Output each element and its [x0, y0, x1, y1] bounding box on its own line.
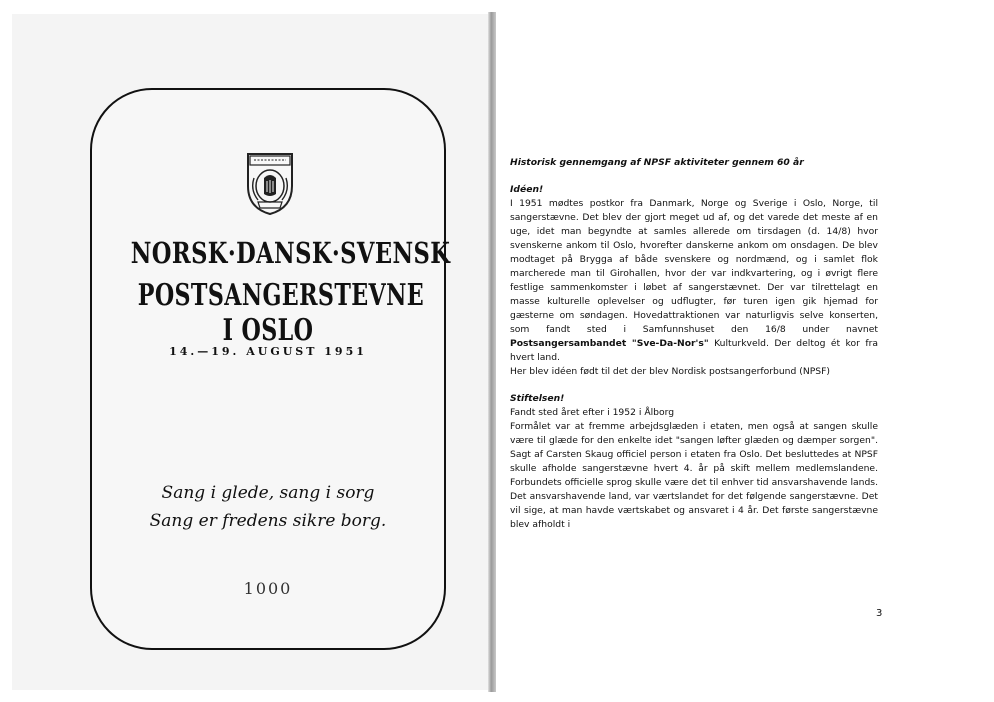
- event-dates: 14.—19. AUGUST 1951: [169, 345, 367, 358]
- postal-choir-emblem-icon: [240, 148, 300, 218]
- page-number: 3: [876, 608, 883, 619]
- section-spacer: [510, 379, 878, 392]
- ideen-closing-line: Her blev idéen født til det der blev Nordisk postsangerforbund (NPSF): [510, 366, 830, 377]
- ideen-body-continuation: Kulturkveld. Der deltog ét kor fra hvert land.: [510, 338, 878, 363]
- stiftelsen-intro-line: Fandt sted året efter i 1952 i Ålborg: [510, 407, 675, 418]
- print-number: 1000: [243, 579, 293, 598]
- section-heading-stiftelsen: Stiftelsen!: [510, 393, 565, 404]
- ideen-body-text: I 1951 mødtes postkor fra Danmark, Norge og Sverige i Oslo, Norge, til sangerstævne. Det blev der gjort meget ud af, og det varede det meste af en uge, idet man begyndte at samles allerede om tirsdagen (d. 14/8) hvor svenskerne ankom til Oslo, hvorefter danskerne ankom om onsdagen. De blev modtaget på Brygga af både svenskere og nordmænd, og i samlet flok marcherede man til Girohallen, hvor der var indkvartering, og i øvrigt flere festlige sammenkomster i løbet af sangerstævnet. Der var tilrettelagt en masse kulturelle oplevelser og udflugter, før turen igen gik hjemad for gæsterne om søndagen. Hovedattraktionen var naturligvis selve konserten, som fandt sted i Samfunnshuset den 16/8 under navnet: [510, 198, 878, 335]
- section-paragraph-stiftelsen: Formålet var at fremme arbejdsglæden i etaten, men også at sangen skulle være til glæde for den enkelte idet "sangen løfter glæden og dæmper sorgen". Sagt af Carsten Skaug officiel person i etaten fra Oslo. Det besluttedes at NPSF skulle afholde sangerstævne hvert 4. år på skift mellem medlemslandene. Forbundets officielle sprog skulle være det til enhver tid ansvarshavende lands. Det ansvarshavende land, var værtslandet for det følgende sangerstævne. Det vil sige, at man havde værtskabet og ansvaret i 4 år. Det første sangerstævne blev afholdt i: [510, 421, 878, 530]
- section-paragraph-ideen: [510, 197, 878, 365]
- history-main-heading: Historisk gennemgang af NPSF aktiviteter gennem 60 år: [510, 157, 804, 168]
- section-heading-ideen: Idéen!: [510, 184, 544, 195]
- program-title-line-1: NORSK·DANSK·SVENSK: [130, 236, 451, 270]
- history-text-block: [510, 156, 878, 532]
- program-title-line-2: POSTSANGERSTEVNE I OSLO: [137, 278, 425, 348]
- concert-name: Postsangersambandet "Sve-Da-Nor's": [510, 338, 709, 349]
- motto-line-2: Sang er fredens sikre borg.: [149, 511, 387, 531]
- program-title-card: [90, 88, 451, 650]
- motto-line-1: Sang i glede, sang i sorg: [161, 483, 375, 503]
- book-spine: [488, 12, 496, 692]
